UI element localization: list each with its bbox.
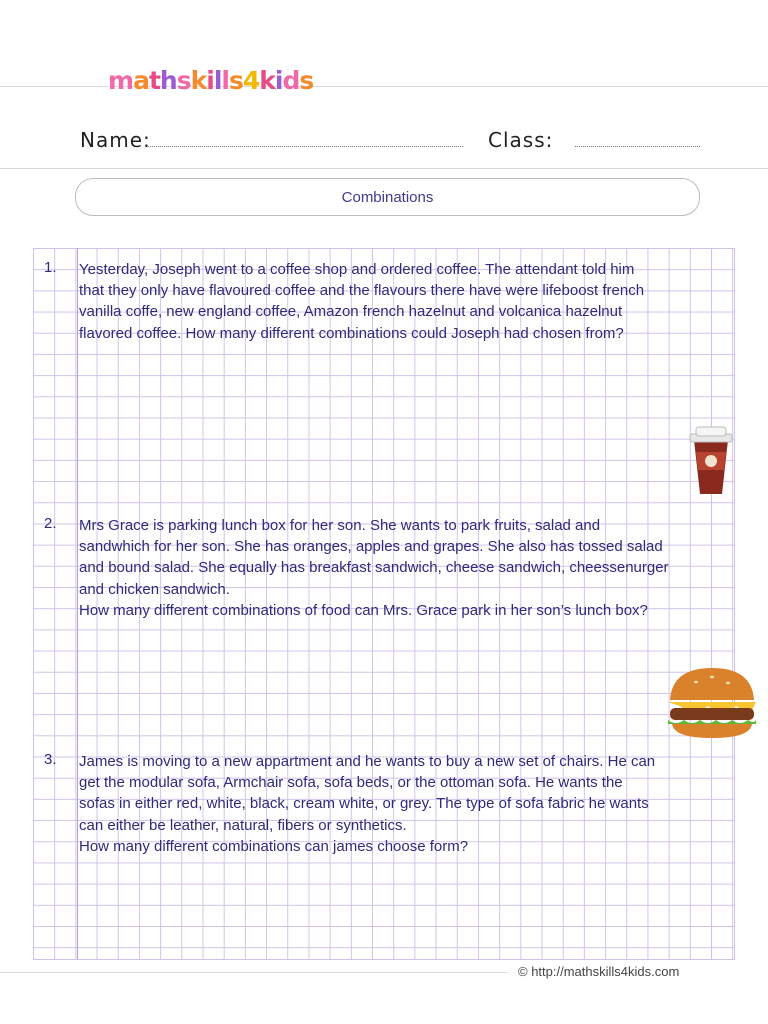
logo-letter: i [274, 66, 283, 95]
question-line: vanilla coffe, new england coffee, Amazon french hazelnut and volcanica hazelnut [79, 303, 623, 321]
coffee-cup-icon [684, 424, 738, 496]
margin-line [77, 248, 78, 959]
name-field[interactable] [148, 146, 463, 147]
question-line: can either be leather, natural, fibers or synthetics. [79, 816, 407, 834]
logo-letter: 4 [242, 66, 260, 95]
footer-copyright[interactable]: © http://mathskills4kids.com [518, 964, 680, 979]
logo-letter: l [221, 66, 229, 95]
footer-divider [0, 972, 508, 973]
title-box [75, 178, 700, 216]
question-line: get the modular sofa, Armchair sofa, sofa beds, or the ottoman sofa. He wants the [79, 774, 623, 792]
question-line: James is moving to a new appartment and he wants to buy a new set of chairs. He can [79, 753, 656, 770]
question-1-number: 1. [44, 259, 57, 276]
question-line: flavored coffee. How many different combinations could Joseph had chosen from? [79, 324, 624, 342]
logo-letter: s [228, 66, 243, 95]
top-divider-2 [0, 168, 768, 169]
question-line: and bound salad. She equally has breakfast sandwich, cheese sandwich, cheessenurger [79, 559, 669, 577]
question-3-text [79, 751, 744, 857]
question-line: Mrs Grace is parking lunch box for her son. She wants to park fruits, salad and [79, 517, 601, 534]
logo-letter: m [108, 66, 134, 95]
question-2-text [79, 515, 744, 621]
question-line: and chicken sandwich. [79, 580, 230, 598]
logo-letter: l [213, 66, 222, 95]
question-1-text [79, 259, 744, 344]
question-2-number: 2. [44, 515, 57, 532]
question-line: sofas in either red, white, black, cream white, or grey. The type of sofa fabric he wants [79, 795, 649, 813]
question-line: that they only have flavoured coffee and the flavours there have were lifeboost french [79, 282, 645, 300]
page-title: Combinations [341, 188, 434, 206]
name-label: Name: [80, 128, 151, 152]
question-line: How many different combinations can james choose form? [79, 837, 469, 855]
logo-letter: h [159, 66, 177, 95]
logo-letter: d [282, 66, 300, 95]
logo-letter: k [259, 66, 275, 95]
question-line: Yesterday, Joseph went to a coffee shop and ordered coffee. The attendant told him [79, 261, 635, 278]
burger-icon [666, 666, 758, 740]
question-line: How many different combinations of food can Mrs. Grace park in her son’s lunch box? [79, 601, 648, 619]
question-line: sandwhich for her son. She has oranges, apples and grapes. She also has tossed salad [79, 538, 663, 556]
logo-letter: s [299, 66, 314, 95]
brand-logo [108, 66, 313, 95]
logo-letter: s [176, 66, 191, 95]
class-field[interactable] [575, 146, 700, 147]
logo-letter: t [148, 66, 160, 95]
class-label: Class: [488, 128, 554, 152]
logo-letter: i [206, 66, 214, 95]
logo-letter: k [190, 66, 207, 95]
logo-letter: a [133, 66, 149, 95]
question-3-number: 3. [44, 751, 57, 768]
